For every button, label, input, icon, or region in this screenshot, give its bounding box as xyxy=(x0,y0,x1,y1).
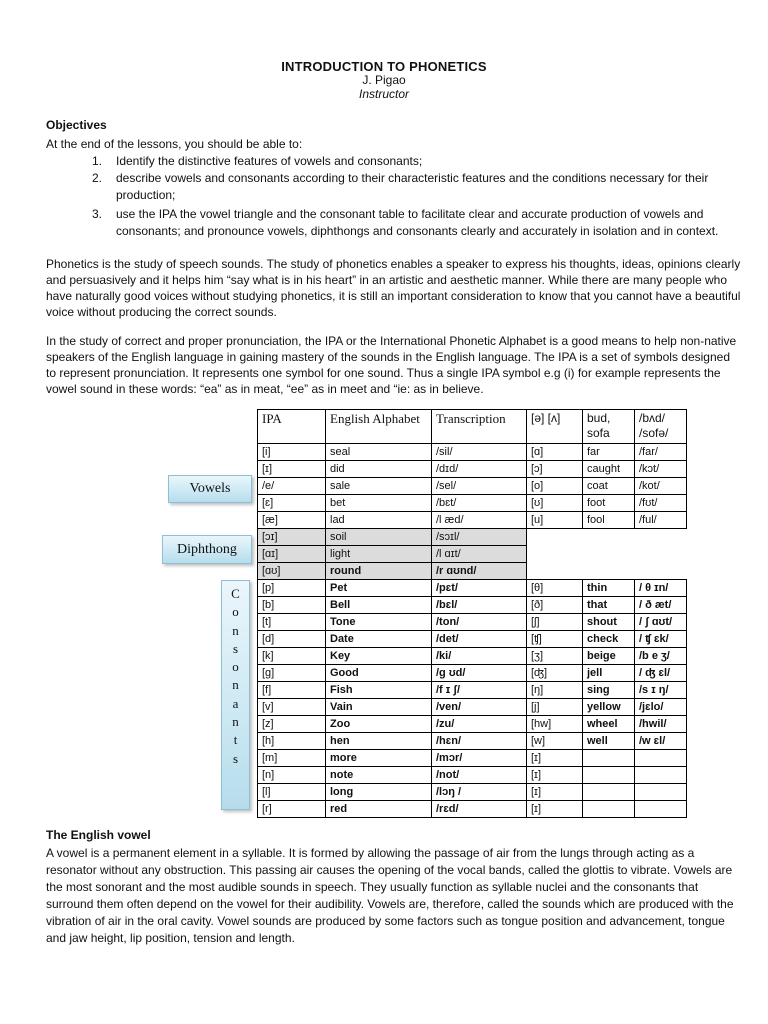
consonant-row xyxy=(258,597,687,614)
table-cell: /kɔt/ xyxy=(635,461,687,478)
paragraph-line: surround them often depend on the vowel for their audibility. Vowels are, therefore, called the sounds which are produced with the xyxy=(46,897,734,911)
table-cell: [ŋ] xyxy=(527,682,583,699)
paragraph-line: the most sonorant and the most audible sounds in speech. They usually function as syllable nuclei and the consonants that xyxy=(46,880,699,894)
table-cell: /pɛt/ xyxy=(432,580,527,597)
table-cell: Vain xyxy=(326,699,432,716)
consonant-row xyxy=(258,750,687,767)
author-name: J. Pigao xyxy=(362,73,406,87)
author-role: Instructor xyxy=(358,87,409,101)
table-cell: / ʤ ɛl/ xyxy=(635,665,687,682)
empty-cell xyxy=(583,563,635,580)
paragraph-line: voice without producing the correct sounds. xyxy=(46,305,277,319)
table-cell: [ʤ] xyxy=(527,665,583,682)
table-cell: hen xyxy=(326,733,432,750)
table-cell: / ð æt/ xyxy=(635,597,687,614)
vowel-row xyxy=(258,512,687,529)
empty-cell xyxy=(583,529,635,546)
label-letter: t xyxy=(233,732,238,748)
header-cell: bud, sofa xyxy=(583,410,635,444)
objectives-heading: Objectives xyxy=(46,118,107,132)
table-cell: [ɪ] xyxy=(527,750,583,767)
table-cell: /sil/ xyxy=(432,444,527,461)
table-cell: [ɑ] xyxy=(527,444,583,461)
table-cell: that xyxy=(583,597,635,614)
label-letter: s xyxy=(232,750,239,766)
table-cell: [p] xyxy=(258,580,326,597)
table-cell: [ɔɪ] xyxy=(258,529,326,546)
diphthong-row xyxy=(258,546,687,563)
table-cell: /det/ xyxy=(432,631,527,648)
consonant-row xyxy=(258,682,687,699)
table-cell: did xyxy=(326,461,432,478)
paragraph-line: Phonetics is the study of speech sounds. The study of phonetics enables a speaker to express his thoughts, ideas, opinions clearly xyxy=(46,257,741,271)
table-cell: well xyxy=(583,733,635,750)
table-cell: / θ ɪn/ xyxy=(635,580,687,597)
objective-text-cont: production; xyxy=(116,188,176,202)
table-cell: /g ʊd/ xyxy=(432,665,527,682)
paragraph-line: vowel sound in these words: “ea” as in meat, “ee” as in meet and “ie: as in believe. xyxy=(46,382,484,396)
empty-cell xyxy=(635,546,687,563)
objective-number: 1. xyxy=(92,154,103,168)
table-cell: foot xyxy=(583,495,635,512)
table-cell: [w] xyxy=(527,733,583,750)
table-cell: [l] xyxy=(258,784,326,801)
table-cell: sale xyxy=(326,478,432,495)
header-cell: [ə] [ʌ] xyxy=(527,410,583,444)
table-cell: Date xyxy=(326,631,432,648)
table-cell: [θ] xyxy=(527,580,583,597)
table-cell: [b] xyxy=(258,597,326,614)
diphthong-row xyxy=(258,529,687,546)
table-cell: /ven/ xyxy=(432,699,527,716)
table-cell: soil xyxy=(326,529,432,546)
table-cell: [ɑʊ] xyxy=(258,563,326,580)
vowel-row xyxy=(258,461,687,478)
header-cell: English Alphabet xyxy=(326,410,432,444)
paragraph-line: have naturally good voices without studying phonetics, it is still an important consideration to know that you cannot have a beautiful xyxy=(46,289,741,303)
table-cell: light xyxy=(326,546,432,563)
table-cell: coat xyxy=(583,478,635,495)
objective-number: 2. xyxy=(92,171,103,185)
table-cell: /f ɪ ʃ/ xyxy=(432,682,527,699)
objective-number: 3. xyxy=(92,207,103,221)
consonant-row xyxy=(258,580,687,597)
empty-cell xyxy=(635,563,687,580)
table-cell: /w ɛl/ xyxy=(635,733,687,750)
table-cell: /e/ xyxy=(258,478,326,495)
table-cell: /ton/ xyxy=(432,614,527,631)
table-cell: shout xyxy=(583,614,635,631)
objectives-intro: At the end of the lessons, you should be able to: xyxy=(46,137,303,151)
consonant-row xyxy=(258,801,687,818)
table-cell xyxy=(635,767,687,784)
empty-cell xyxy=(583,546,635,563)
table-cell: /dɪd/ xyxy=(432,461,527,478)
table-cell: [ɑɪ] xyxy=(258,546,326,563)
table-cell: round xyxy=(326,563,432,580)
empty-cell xyxy=(527,563,583,580)
table-cell: Bell xyxy=(326,597,432,614)
table-cell: far xyxy=(583,444,635,461)
table-cell xyxy=(635,801,687,818)
table-cell: /ki/ xyxy=(432,648,527,665)
consonant-row xyxy=(258,665,687,682)
table-cell: thin xyxy=(583,580,635,597)
table-cell: [æ] xyxy=(258,512,326,529)
table-cell: /r ɑʊnd/ xyxy=(432,563,527,580)
english-vowel-heading: The English vowel xyxy=(46,828,151,842)
table-cell: /l ɑɪt/ xyxy=(432,546,527,563)
objective-text: describe vowels and consonants according to their characteristic features and the conditions necessary for their xyxy=(116,171,709,185)
paragraph-line: speakers of the English language in gaining mastery of the sounds in the English language. The IPA is a set of symbols designed xyxy=(46,350,730,364)
table-cell: [ð] xyxy=(527,597,583,614)
empty-cell xyxy=(635,529,687,546)
table-cell: /not/ xyxy=(432,767,527,784)
table-cell: Tone xyxy=(326,614,432,631)
paragraph-line: vibration of air in the oral cavity. Vowel sounds are produced by some factors such as tongue position and advancement, tongue xyxy=(46,914,725,928)
paragraph-line: resonator without any obstruction. This passing air causes the opening of the vocal bands, called the glottis to vibrate. Vowels are xyxy=(46,863,733,877)
table-cell: [k] xyxy=(258,648,326,665)
table-cell: jell xyxy=(583,665,635,682)
objective-item-2 xyxy=(92,170,709,204)
label-letter: s xyxy=(232,640,239,656)
paragraph-line: A vowel is a permanent element in a syllable. It is formed by allowing the passage of air from the lungs through acting as a xyxy=(46,846,695,860)
table-cell: /hɛn/ xyxy=(432,733,527,750)
empty-cell xyxy=(527,529,583,546)
table-cell: check xyxy=(583,631,635,648)
table-cell: note xyxy=(326,767,432,784)
table-cell: [v] xyxy=(258,699,326,716)
table-cell: [ɪ] xyxy=(258,461,326,478)
header-cell: IPA xyxy=(258,410,326,444)
table-cell: sing xyxy=(583,682,635,699)
table-cell: /fʊt/ xyxy=(635,495,687,512)
vowel-row xyxy=(258,495,687,512)
table-cell: /far/ xyxy=(635,444,687,461)
consonant-row xyxy=(258,784,687,801)
table-cell xyxy=(583,750,635,767)
table-cell: /bɛt/ xyxy=(432,495,527,512)
table-cell: seal xyxy=(326,444,432,461)
table-cell: more xyxy=(326,750,432,767)
table-cell: [j] xyxy=(527,699,583,716)
table-cell: [r] xyxy=(258,801,326,818)
phonetics-paragraph xyxy=(46,256,740,320)
table-cell: /sel/ xyxy=(432,478,527,495)
table-cell: [ʧ] xyxy=(527,631,583,648)
paragraph-line: to represent pronunciation. It represents one symbol for one sound. Thus a single IPA symbol e.g (i) for example represents the xyxy=(46,366,721,380)
vowels-label: Vowels xyxy=(168,475,252,503)
table-cell xyxy=(583,767,635,784)
table-cell: [z] xyxy=(258,716,326,733)
table-cell: bet xyxy=(326,495,432,512)
table-cell: [hw] xyxy=(527,716,583,733)
table-cell: red xyxy=(326,801,432,818)
table-cell: / ʧ ɛk/ xyxy=(635,631,687,648)
table-cell: Fish xyxy=(326,682,432,699)
objective-text: Identify the distinctive features of vowels and consonants; xyxy=(116,154,423,168)
table-cell: [o] xyxy=(527,478,583,495)
table-cell: [ɔ] xyxy=(527,461,583,478)
table-cell: [g] xyxy=(258,665,326,682)
consonant-row xyxy=(258,614,687,631)
paragraph-line: and jaw height, lip position, tension and length. xyxy=(46,931,295,945)
table-cell: long xyxy=(326,784,432,801)
table-cell: /lɔŋ / xyxy=(432,784,527,801)
label-letter: a xyxy=(232,695,239,711)
table-cell: [i] xyxy=(258,444,326,461)
ipa-table xyxy=(257,409,687,818)
label-letter: o xyxy=(232,659,239,675)
label-letter: C xyxy=(231,586,240,601)
objective-text: use the IPA the vowel triangle and the consonant table to facilitate clear and accurate production of vowels and xyxy=(116,207,704,221)
paragraph-line: In the study of correct and proper pronunciation, the IPA or the International Phonetic Alphabet is a good means to help non-native xyxy=(46,334,737,348)
table-cell: beige xyxy=(583,648,635,665)
vowel-row xyxy=(258,444,687,461)
table-cell: /s ɪ ŋ/ xyxy=(635,682,687,699)
consonant-row xyxy=(258,631,687,648)
table-cell xyxy=(635,784,687,801)
english-vowel-paragraph xyxy=(46,845,734,947)
vowel-row xyxy=(258,478,687,495)
consonants-label xyxy=(221,580,250,810)
table-cell: [ɪ] xyxy=(527,767,583,784)
table-cell: [ʊ] xyxy=(527,495,583,512)
table-cell: [ʒ] xyxy=(527,648,583,665)
header-cell: /bʌd/ /sofə/ xyxy=(635,410,687,444)
table-cell: yellow xyxy=(583,699,635,716)
table-cell xyxy=(635,750,687,767)
table-cell: [t] xyxy=(258,614,326,631)
table-cell: lad xyxy=(326,512,432,529)
empty-cell xyxy=(527,546,583,563)
table-cell: Zoo xyxy=(326,716,432,733)
consonant-row xyxy=(258,733,687,750)
table-cell: /zu/ xyxy=(432,716,527,733)
table-cell: [f] xyxy=(258,682,326,699)
table-cell: [ʃ] xyxy=(527,614,583,631)
objective-item-3 xyxy=(92,206,719,240)
table-cell: /sɔɪl/ xyxy=(432,529,527,546)
diphthong-row xyxy=(258,563,687,580)
table-cell: /b e ʒ/ xyxy=(635,648,687,665)
label-letter: n xyxy=(232,677,239,693)
table-cell: Good xyxy=(326,665,432,682)
table-cell: [ɪ] xyxy=(527,784,583,801)
consonant-row xyxy=(258,699,687,716)
diphthong-label: Diphthong xyxy=(162,535,252,564)
header-cell: Transcription xyxy=(432,410,527,444)
table-cell: /kot/ xyxy=(635,478,687,495)
objective-text-cont: consonants; and pronounce vowels, diphthongs and consonants clearly and accurately in isolation and in context. xyxy=(116,224,719,238)
table-cell xyxy=(583,801,635,818)
label-letter: n xyxy=(232,622,239,638)
ipa-paragraph xyxy=(46,333,736,397)
table-cell: /rɛd/ xyxy=(432,801,527,818)
page-title: INTRODUCTION TO PHONETICS xyxy=(281,59,487,74)
table-cell: [m] xyxy=(258,750,326,767)
consonant-row xyxy=(258,716,687,733)
table-cell: /bɛl/ xyxy=(432,597,527,614)
table-cell xyxy=(583,784,635,801)
table-cell: / ʃ ɑʊt/ xyxy=(635,614,687,631)
table-cell: /jɛlo/ xyxy=(635,699,687,716)
table-header-row xyxy=(258,410,687,444)
table-cell: [ɛ] xyxy=(258,495,326,512)
consonant-row xyxy=(258,767,687,784)
table-cell: /ful/ xyxy=(635,512,687,529)
table-cell: [n] xyxy=(258,767,326,784)
consonant-row xyxy=(258,648,687,665)
table-cell: /hwil/ xyxy=(635,716,687,733)
label-letter: n xyxy=(232,714,239,730)
objective-item-1 xyxy=(92,153,423,170)
table-cell: [h] xyxy=(258,733,326,750)
table-cell: /mɔr/ xyxy=(432,750,527,767)
table-cell: [u] xyxy=(527,512,583,529)
table-cell: caught xyxy=(583,461,635,478)
table-cell: Key xyxy=(326,648,432,665)
table-cell: fool xyxy=(583,512,635,529)
paragraph-line: and persuasively and it helps him “say what is in his heart” in an artistic and aesthetic manner. While there are many people who xyxy=(46,273,728,287)
table-cell: Pet xyxy=(326,580,432,597)
table-cell: [d] xyxy=(258,631,326,648)
table-cell: [ɪ] xyxy=(527,801,583,818)
table-cell: /l æd/ xyxy=(432,512,527,529)
table-cell: wheel xyxy=(583,716,635,733)
label-letter: o xyxy=(232,604,239,620)
